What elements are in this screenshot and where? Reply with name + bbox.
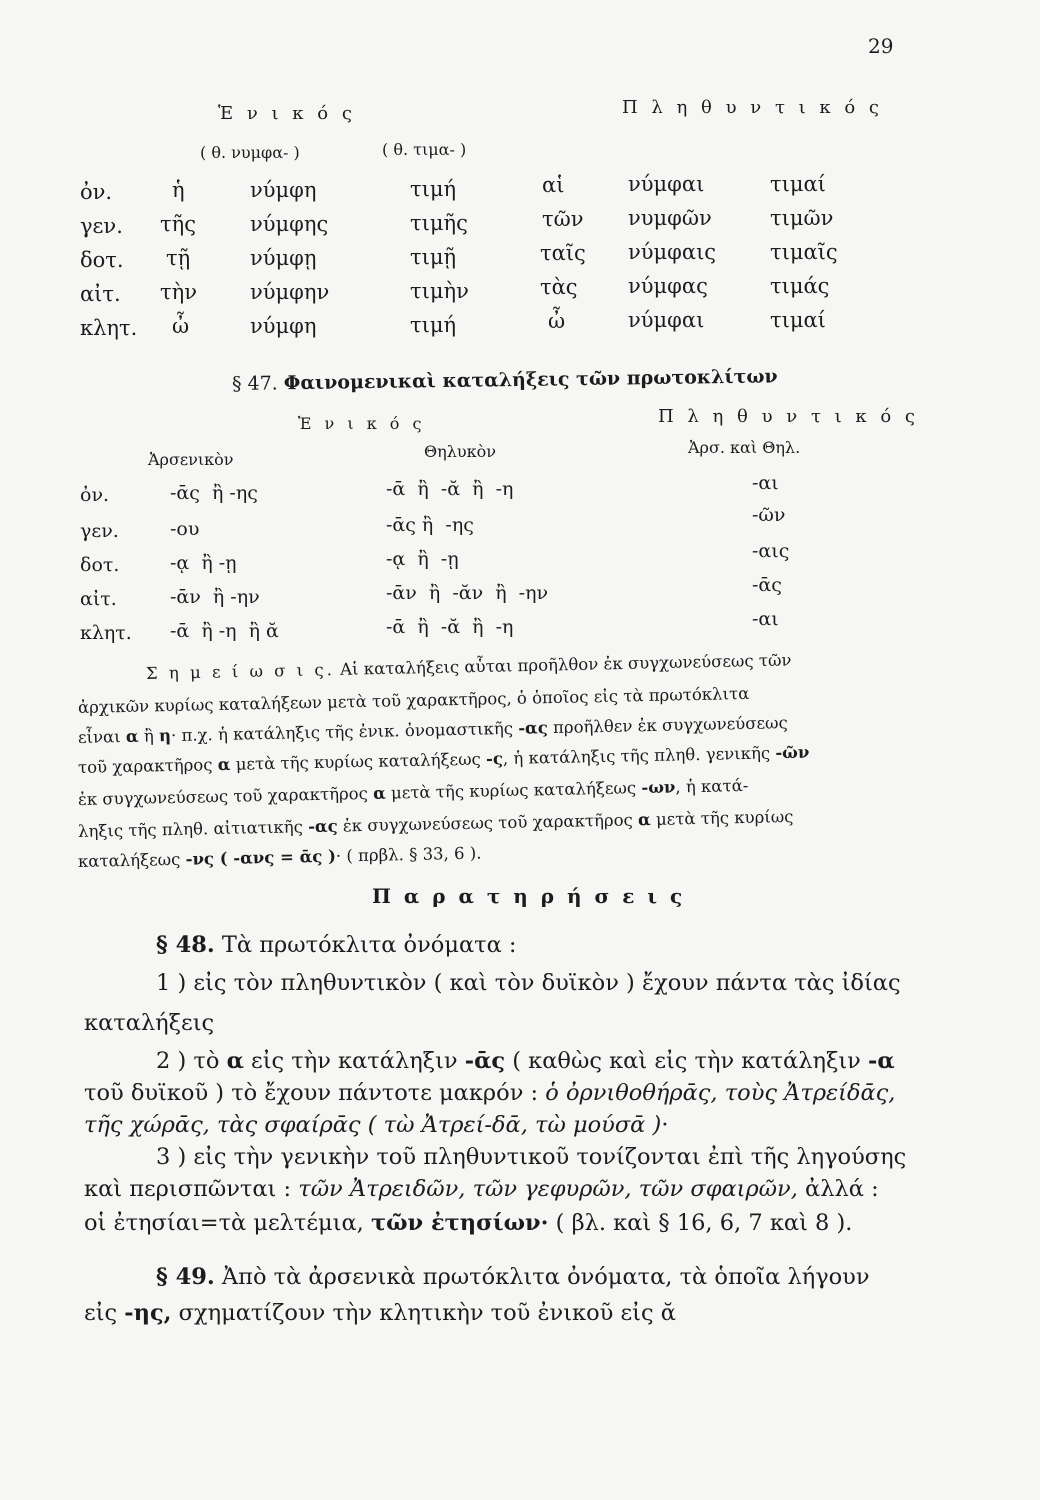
masc-ending: -ᾱν ἢ -ην <box>170 586 260 608</box>
noun-nympha-plural: νύμφας <box>628 274 708 298</box>
section47-title: Φαινομενικαὶ καταλήξεις τῶν πρωτοκλίτων <box>283 365 778 395</box>
note-ending-ns: -νς ( -ανς = ᾱς ) <box>185 846 337 869</box>
section48-text: 2 ) τὸ <box>156 1048 220 1074</box>
note-line <box>78 713 788 747</box>
note-text: ἀρχικῶν κυρίως καταλήξεων μετὰ τοῦ χαρακτῆρος, ὁ ὁποῖος εἰς τὰ πρωτόκλιτα <box>77 683 750 717</box>
noun-time-plural: τιμαί <box>770 308 826 332</box>
note-text: μετὰ τῆς κυρίως καταλήξεως <box>390 778 637 803</box>
case-label: κλητ. <box>80 622 132 644</box>
note-text: , ἡ κατάληξις τῆς πληθ. γενικῆς <box>502 743 771 769</box>
noun-nympha: νύμφη <box>250 178 317 202</box>
section49-text: σχηματίζουν τὴν κλητικὴν τοῦ ἐνικοῦ εἰς ᾰ <box>178 1300 676 1326</box>
masc-ending: -ου <box>170 518 200 540</box>
section48-bold: α <box>226 1048 244 1074</box>
article: τῆς <box>160 212 196 236</box>
note-text: ἢ <box>143 726 154 746</box>
section48-text: οἱ ἐτησίαι=τὰ μελτέμια, <box>84 1210 364 1236</box>
note-ending-s: -ς <box>485 749 504 769</box>
note-ending-a: α <box>125 726 139 746</box>
note-line <box>78 776 749 809</box>
note-ending-a: α <box>637 810 651 830</box>
section48-bold: τῶν ἐτησίων· <box>370 1210 549 1236</box>
article-plural: τῶν <box>542 207 584 231</box>
section48-text: Τὰ πρωτόκλιτα ὀνόματα : <box>221 932 517 958</box>
note-text: εἶναι <box>77 727 121 747</box>
noun-time: τιμῆς <box>410 211 468 235</box>
noun-nympha: νύμφη <box>250 314 317 338</box>
section48-italic: ὁ ὀρνιθοθήρᾱς, τοὺς Ἀτρείδᾱς, <box>545 1080 896 1106</box>
masc-ending: -ᾱς ἢ -ης <box>170 482 258 504</box>
section47-header-singular: Ἑ ν ι κ ό ς <box>298 414 426 433</box>
case-label: αἰτ. <box>80 588 117 610</box>
plural-ending: -αι <box>752 608 779 630</box>
section48-text: 1 ) εἰς τὸν πληθυντικὸν ( καὶ τὸν δυϊκὸν ) ἔχουν πάντα τὰς ἰδίας <box>156 970 901 996</box>
noun-time: τιμῇ <box>410 245 457 269</box>
case-label: ὀν. <box>80 180 113 204</box>
note-line <box>78 684 750 717</box>
section48-text: εἰς τὴν κατάληξιν <box>251 1048 458 1074</box>
section47-col-fem: Θηλυκὸν <box>424 442 496 461</box>
noun-nympha-plural: νυμφῶν <box>628 206 712 230</box>
note-text: , ἡ κατά- <box>675 775 749 797</box>
section48-bold: -ᾱς <box>464 1048 506 1074</box>
fem-ending: -ᾳ ἢ -ῃ <box>386 548 459 570</box>
noun-nympha: νύμφην <box>250 280 330 304</box>
fem-ending: -ᾱ ἢ -ᾰ ἢ -η <box>386 616 514 638</box>
paratiriseis-title: Π α ρ α τ η ρ ή σ ε ι ς <box>372 884 686 908</box>
masc-ending: -ᾱ ἢ -η ἢ ᾰ <box>170 620 279 642</box>
note-text: καταλήξεως <box>77 849 181 871</box>
section48-text: · <box>661 1112 669 1138</box>
table1-header-plural: Π λ η θ υ ν τ ι κ ό ς <box>622 97 884 118</box>
section48-line <box>84 1176 879 1202</box>
note-text: μετὰ τῆς κυρίως <box>655 807 794 829</box>
plural-ending: -αι <box>752 472 779 494</box>
article: ὦ <box>172 314 190 338</box>
section48-italic: τῆς χώρᾱς, τὰς σφαίρᾱς ( τὼ Ἀτρεί-δᾱ, τὼ μούσᾱ ) <box>84 1112 662 1138</box>
section48-line <box>84 1080 895 1106</box>
note-ending-as: -ας <box>307 816 338 837</box>
noun-time: τιμὴν <box>410 279 469 303</box>
plural-ending: -αις <box>752 540 790 562</box>
section49-bold: -ης, <box>124 1300 172 1326</box>
note-line <box>146 650 792 683</box>
note-text: ἐκ συγχωνεύσεως τοῦ χαρακτῆρος <box>77 783 369 809</box>
case-label: γεν. <box>80 520 119 542</box>
note-label: Σ η μ ε ί ω σ ι ς. <box>145 660 336 683</box>
fem-ending: -ᾱς ἢ -ης <box>386 514 474 536</box>
case-label: γεν. <box>80 214 123 238</box>
section48-bold: -α <box>868 1048 895 1074</box>
article: τὴν <box>160 280 197 304</box>
case-label: δοτ. <box>80 554 120 576</box>
section48-intro <box>156 932 517 958</box>
note-ending-as: -ας <box>518 718 548 738</box>
note-ending-on: -ων <box>641 777 676 798</box>
note-line <box>78 743 810 777</box>
note-text: προῆλθεν ἐκ συγχωνεύσεως <box>552 713 788 738</box>
article-plural: ὦ <box>548 309 566 333</box>
note-line <box>78 807 794 841</box>
section48-text: τοῦ δυϊκοῦ ) τὸ ἔχουν πάντοτε μακρόν : <box>84 1080 539 1106</box>
section48-line <box>84 1112 668 1138</box>
note-text: τοῦ χαρακτῆρος <box>77 755 213 777</box>
case-label: ὀν. <box>80 484 110 506</box>
noun-nympha: νύμφης <box>250 212 329 236</box>
section48-text: 3 ) εἰς τὴν γενικὴν τοῦ πληθυντικοῦ τονίζονται ἐπὶ τῆς ληγούσης <box>156 1144 907 1170</box>
section49-text: εἰς <box>84 1300 118 1326</box>
note-ending-a: α <box>372 783 386 803</box>
case-label: κλητ. <box>80 316 138 340</box>
section48-number: § 48. <box>156 932 215 958</box>
section47-heading <box>232 365 778 395</box>
noun-time-plural: τιμαί <box>770 172 826 196</box>
noun-time-plural: τιμαῖς <box>770 240 838 264</box>
section48-text: καταλήξεις <box>84 1010 215 1036</box>
section47-number: § 47. <box>231 372 278 395</box>
section49-number: § 49. <box>156 1264 215 1290</box>
table1-sub-tima: ( θ. τιμα- ) <box>382 140 467 159</box>
section49-line <box>156 1264 870 1290</box>
article-plural: ταῖς <box>540 241 586 265</box>
section48-line <box>156 1144 906 1170</box>
page-number: 29 <box>868 34 894 58</box>
section48-text: ( βλ. καὶ § 16, 6, 7 καὶ 8 ). <box>555 1210 853 1236</box>
noun-time: τιμή <box>410 313 457 337</box>
note-ending-a: α <box>217 754 231 775</box>
article: τῇ <box>166 246 191 270</box>
section47-col-masc: Ἀρσενικὸν <box>148 450 234 469</box>
masc-ending: -ᾳ ἢ -ῃ <box>170 552 237 574</box>
section49-text: Ἀπὸ τὰ ἀρσενικὰ πρωτόκλιτα ὀνόματα, τὰ ὁποῖα λήγουν <box>221 1264 870 1290</box>
section48-italic: τῶν Ἀτρειδῶν, τῶν γεφυρῶν, τῶν σφαιρῶν, <box>298 1176 798 1202</box>
section48-line <box>84 1210 852 1236</box>
table1-header-singular: Ἑ ν ι κ ό ς <box>218 103 356 124</box>
noun-nympha: νύμφῃ <box>250 246 317 270</box>
table1-sub-nympha: ( θ. νυμφα- ) <box>200 143 300 162</box>
plural-ending: -ῶν <box>752 504 786 526</box>
note-text: · π.χ. ἡ κατάληξις τῆς ἐνικ. ὀνομαστικῆς <box>170 718 514 746</box>
section48-text: ( καθὼς καὶ εἰς τὴν κατάληξιν <box>512 1048 861 1074</box>
article-plural: τὰς <box>540 275 578 299</box>
note-text: μετὰ τῆς κυρίως καταλήξεως <box>235 749 481 774</box>
section49-line <box>84 1300 676 1326</box>
noun-nympha-plural: νύμφαι <box>628 308 705 332</box>
fem-ending: -ᾱν ἢ -ᾰν ἢ -ην <box>386 582 549 604</box>
noun-time: τιμή <box>410 177 457 201</box>
article-plural: αἱ <box>542 173 565 197</box>
section48-line <box>156 970 901 996</box>
case-label: δοτ. <box>80 248 124 272</box>
note-line <box>78 844 482 871</box>
note-text: ληξις τῆς πληθ. αἰτιατικῆς <box>77 817 304 841</box>
section48-line <box>84 1010 214 1036</box>
section47-header-plural: Π λ η θ υ ν τ ι κ ό ς <box>658 406 920 427</box>
noun-nympha-plural: νύμφαι <box>628 172 705 196</box>
section48-text: ἀλλά : <box>805 1176 879 1202</box>
note-ending-on: -ῶν <box>775 742 810 763</box>
article: ἡ <box>172 178 185 202</box>
plural-ending: -ᾱς <box>752 574 782 596</box>
noun-time-plural: τιμάς <box>770 274 830 298</box>
case-label: αἰτ. <box>80 282 121 306</box>
note-ending-i: η <box>158 726 172 746</box>
note-text: · ( πρβλ. § 33, 6 ). <box>335 843 482 866</box>
section48-text: καὶ περισπῶνται : <box>84 1176 292 1202</box>
note-text: ἐκ συγχωνεύσεως τοῦ χαρακτῆρος <box>342 810 633 836</box>
fem-ending: -ᾱ ἢ -ᾰ ἢ -η <box>386 478 514 500</box>
section48-line <box>156 1048 895 1074</box>
noun-nympha-plural: νύμφαις <box>628 240 717 264</box>
section47-col-plural: Ἀρσ. καὶ Θηλ. <box>688 438 801 457</box>
noun-time-plural: τιμῶν <box>770 206 834 230</box>
note-text: Αἱ καταλήξεις αὗται προῆλθον ἐκ συγχωνεύσεως τῶν <box>339 650 792 679</box>
